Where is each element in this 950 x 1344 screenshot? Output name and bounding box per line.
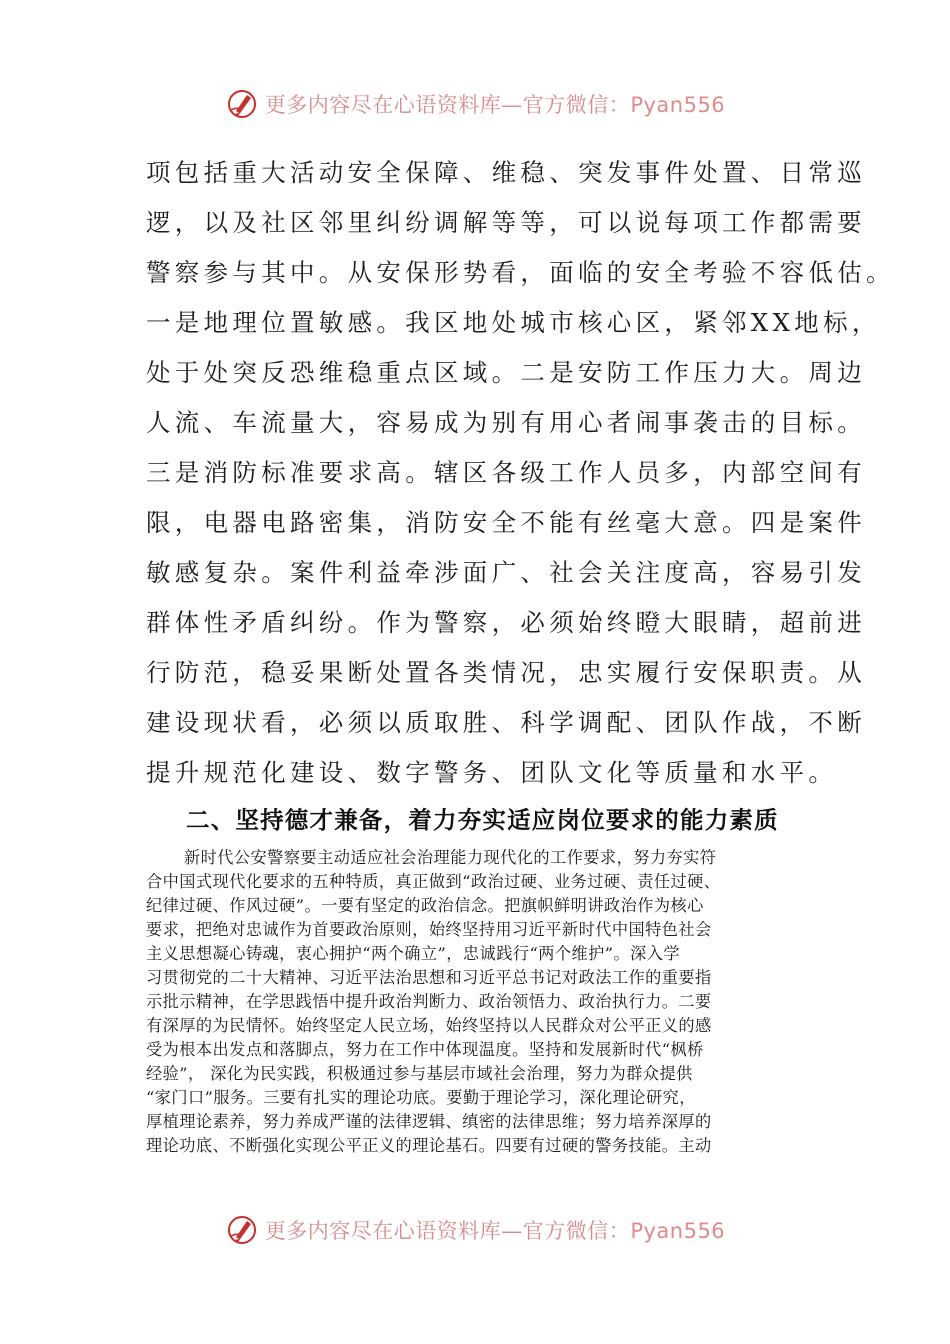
body-line: 处于处突反恐维稳重点区域。二是安防工作压力大。周边 [146, 358, 866, 387]
section-paragraph [146, 846, 816, 1158]
body-line: 逻，以及社区邻里纠纷调解等等，可以说每项工作都需要 [146, 208, 866, 237]
body-line: 提升规范化建设、数字警务、团队文化等质量和水平。 [146, 758, 838, 787]
watermark-wechat-id: Pyan556 [630, 93, 726, 117]
body-line: 限，电器电路密集，消防安全不能有丝毫大意。四是案件 [146, 508, 866, 537]
watermark-group [225, 1213, 725, 1247]
watermark-wechat-id: Pyan556 [630, 1219, 726, 1243]
paragraph-line: 厚植理论素养，努力养成严谨的法律逻辑、缜密的法律思维；努力培养深厚的 [146, 1112, 712, 1131]
paragraph-line: 理论功底、不断强化实现公平正义的理论基石。四要有过硬的警务技能。主动 [146, 1136, 712, 1155]
paragraph-line: 新时代公安警察要主动适应社会治理能力现代化的工作要求，努力夯实符 [184, 848, 717, 867]
watermark-text [265, 89, 725, 119]
header-watermark [0, 84, 950, 124]
pen-nib-icon [225, 87, 259, 121]
body-line: 人流、车流量大，容易成为别有用心者闹事袭击的目标。 [146, 408, 866, 437]
paragraph-line: 主义思想凝心铸魂，衷心拥护“两个确立”，忠诚践行“两个维护”。深入学 [146, 944, 681, 963]
body-line: 建设现状看，必须以质取胜、科学调配、团队作战，不断 [146, 708, 866, 737]
paragraph-line: 有深厚的为民情怀。始终坚定人民立场，始终坚持以人民群众对公平正义的感 [146, 1016, 712, 1035]
watermark-label: 更多内容尽在心语资料库—官方微信： [264, 1219, 631, 1243]
paragraph-line: 纪律过硬、作风过硬”。一要有坚定的政治信念。把旗帜鲜明讲政治作为核心 [146, 896, 704, 915]
pen-nib-icon [225, 1213, 259, 1247]
body-line: 项包括重大活动安全保障、维稳、突发事件处置、日常巡 [146, 158, 866, 187]
body-paragraph [146, 148, 895, 798]
watermark-group [225, 87, 725, 121]
footer-watermark [0, 1210, 950, 1250]
paragraph-line: 经验”， 深化为民实践，积极通过参与基层市域社会治理，努力为群众提供 [146, 1064, 693, 1083]
paragraph-line: 要求，把绝对忠诚作为首要政治原则，始终坚持用习近平新时代中国特色社会 [146, 920, 712, 939]
body-line: 警察参与其中。从安保形势看，面临的安全考验不容低估。 [146, 258, 895, 287]
body-line: 三是消防标准要求高。辖区各级工作人员多，内部空间有 [146, 458, 866, 487]
paragraph-line: “家门口”服务。三要有扎实的理论功底。要勤于理论学习，深化理论研究， [146, 1088, 696, 1107]
body-line: 一是地理位置敏感。我区地处城市核心区，紧邻XX地标， [146, 308, 881, 337]
watermark-text [265, 1215, 725, 1245]
paragraph-line: 示批示精神，在学思践悟中提升政治判断力、政治领悟力、政治执行力。二要 [146, 992, 712, 1011]
body-line: 群体性矛盾纠纷。作为警察，必须始终瞪大眼睛，超前进 [146, 608, 866, 637]
body-line: 敏感复杂。案件利益牵涉面广、社会关注度高，容易引发 [146, 558, 866, 587]
watermark-label: 更多内容尽在心语资料库—官方微信： [264, 93, 631, 117]
paragraph-line: 习贯彻党的二十大精神、习近平法治思想和习近平总书记对政法工作的重要指 [146, 968, 712, 987]
paragraph-line: 受为根本出发点和落脚点，努力在工作中体现温度。坚持和发展新时代“枫桥 [146, 1040, 704, 1059]
paragraph-line: 合中国式现代化要求的五种特质，真正做到“政治过硬、业务过硬、责任过硬、 [146, 872, 721, 891]
section-heading: 二、坚持德才兼备，着力夯实适应岗位要求的能力素质 [186, 806, 779, 834]
body-line: 行防范，稳妥果断处置各类情况，忠实履行安保职责。从 [146, 658, 866, 687]
